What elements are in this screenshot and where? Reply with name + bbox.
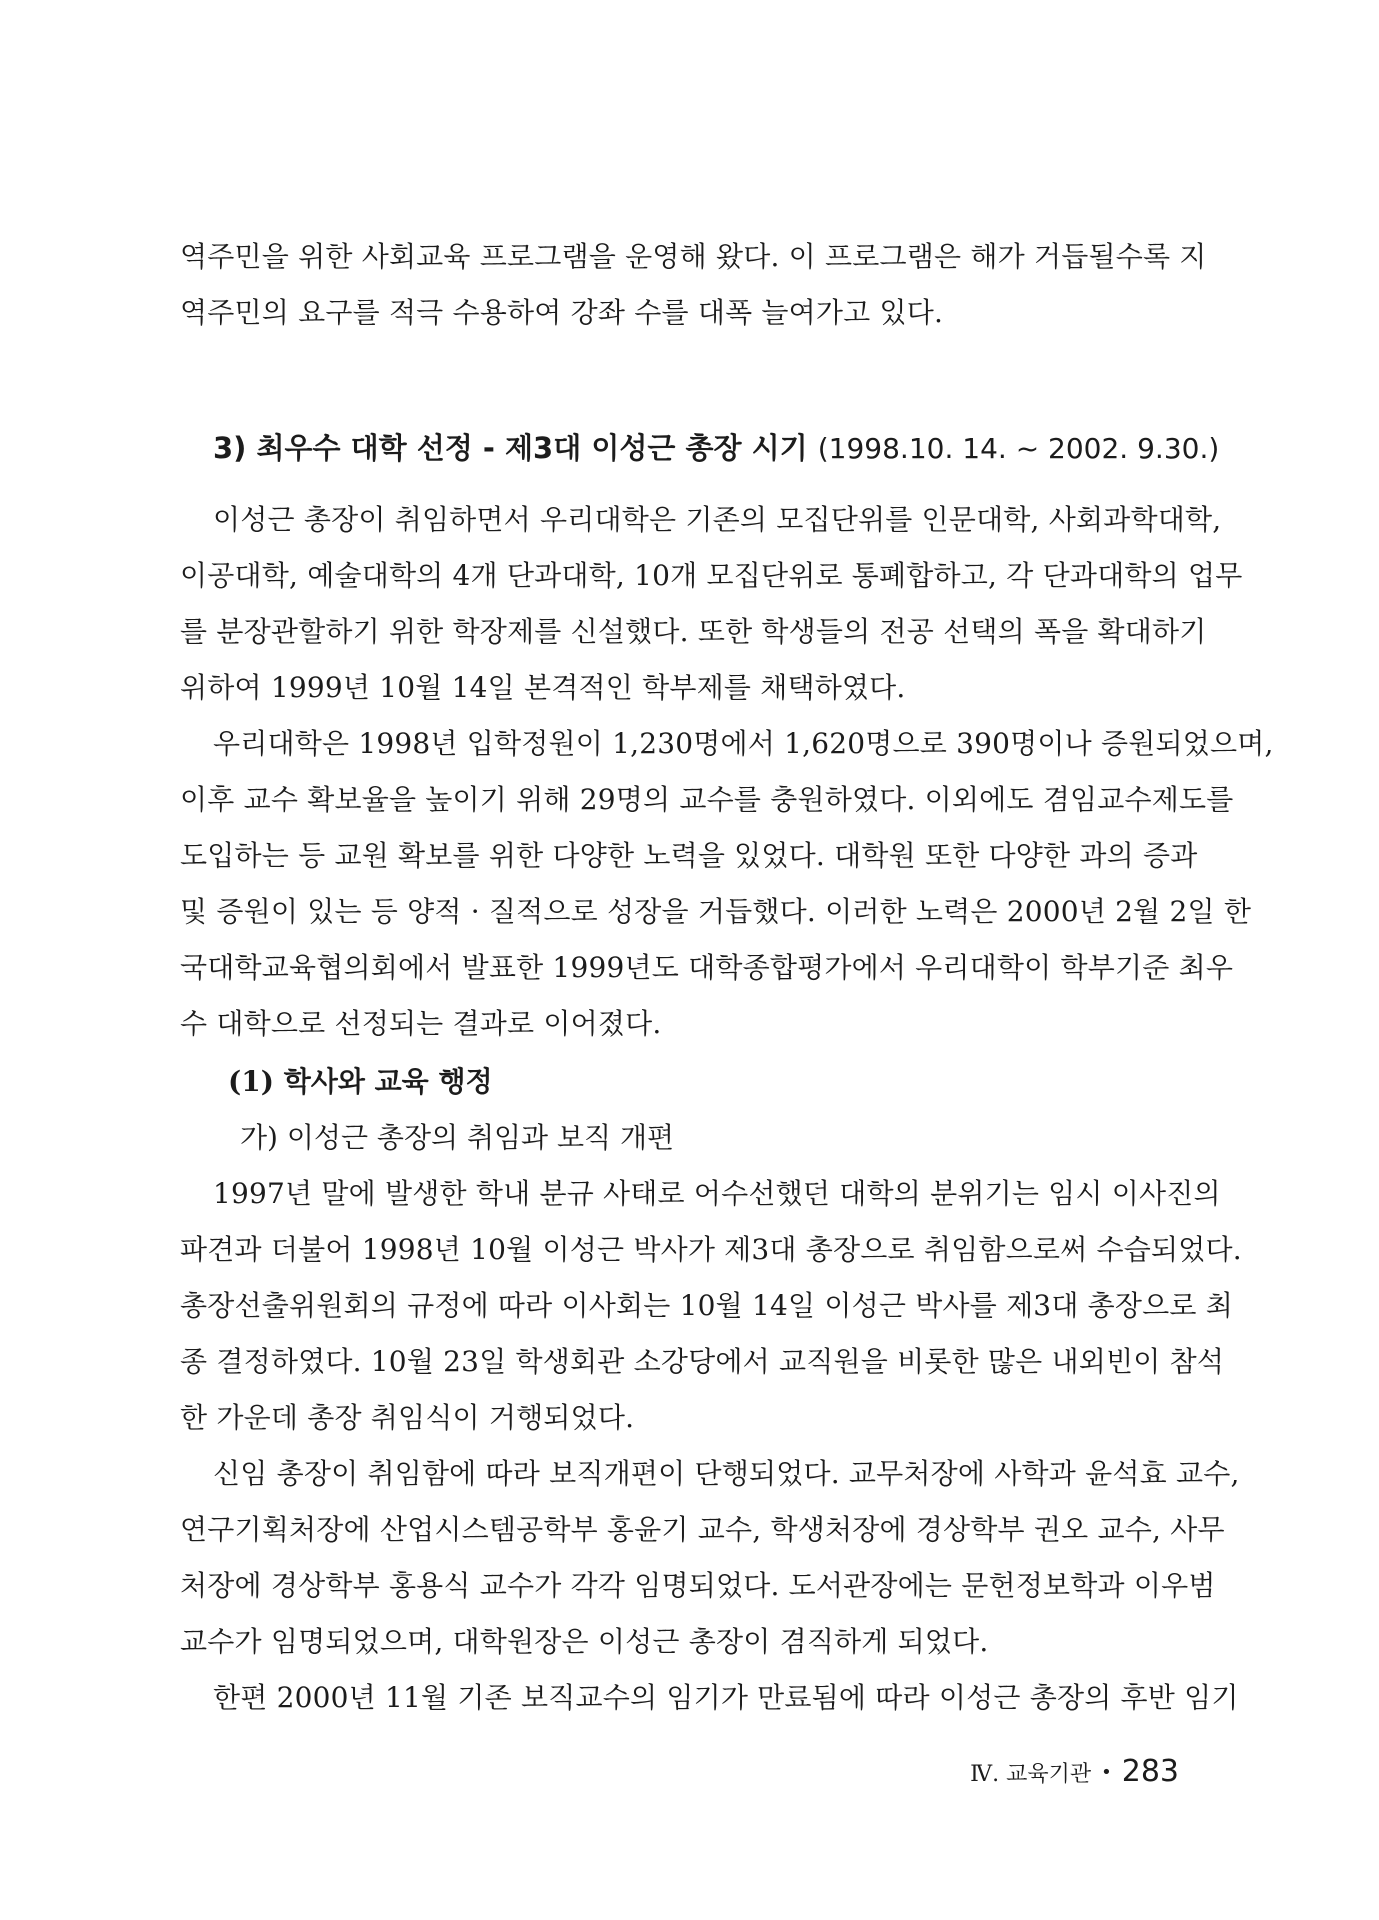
paragraph-3-line-3: 총장선출위원회의 규정에 따라 이사회는 10월 14일 이성근 박사를 제3대 총장으로 최: [180, 1289, 1234, 1322]
intro-paragraph-line-1: 역주민을 위한 사회교육 프로그램을 운영해 왔다. 이 프로그램은 해가 거듭될수록 지: [180, 240, 1207, 273]
footer-chapter-label: Ⅳ. 교육기관: [970, 1762, 1092, 1787]
paragraph-2-line-1: 우리대학은 1998년 입학정원이 1,230명에서 1,620명으로 390명이나 증원되었으며,: [213, 727, 1274, 760]
paragraph-2-line-4: 및 증원이 있는 등 양적 · 질적으로 성장을 거듭했다. 이러한 노력은 2000년 2월 2일 한: [180, 895, 1252, 928]
paragraph-1-line-4: 위하여 1999년 10월 14일 본격적인 학부제를 채택하였다.: [180, 671, 906, 704]
paragraph-1-line-1: 이성근 총장이 취임하면서 우리대학은 기존의 모집단위를 인문대학, 사회과학대학,: [213, 503, 1222, 536]
paragraph-4-line-3: 처장에 경상학부 홍용식 교수가 각각 임명되었다. 도서관장에는 문헌정보학과 이우범: [180, 1569, 1216, 1602]
subsubsection-heading: 가) 이성근 총장의 취임과 보직 개편: [240, 1121, 675, 1154]
page-footer: [970, 1754, 1179, 1789]
section-heading: [213, 426, 1219, 471]
footer-bullet: •: [1101, 1762, 1112, 1783]
paragraph-4-line-1: 신임 총장이 취임함에 따라 보직개편이 단행되었다. 교무처장에 사학과 윤석효 교수,: [213, 1457, 1240, 1490]
paragraph-3-line-2: 파견과 더불어 1998년 10월 이성근 박사가 제3대 총장으로 취임함으로써 수습되었다.: [180, 1233, 1242, 1266]
paragraph-4-line-4: 교수가 임명되었으며, 대학원장은 이성근 총장이 겸직하게 되었다.: [180, 1625, 989, 1658]
paragraph-3-line-4: 종 결정하였다. 10월 23일 학생회관 소강당에서 교직원을 비롯한 많은 내외빈이 참석: [180, 1345, 1225, 1378]
paragraph-2-line-3: 도입하는 등 교원 확보를 위한 다양한 노력을 있었다. 대학원 또한 다양한 과의 증과: [180, 839, 1198, 872]
paragraph-2-line-6: 수 대학으로 선정되는 결과로 이어졌다.: [180, 1007, 662, 1040]
page-number: 283: [1121, 1754, 1179, 1789]
intro-paragraph-line-2: 역주민의 요구를 적극 수용하여 강좌 수를 대폭 늘여가고 있다.: [180, 296, 944, 329]
paragraph-4-line-2: 연구기획처장에 산업시스템공학부 홍윤기 교수, 학생처장에 경상학부 권오 교수, 사무: [180, 1513, 1225, 1546]
paragraph-1-line-3: 를 분장관할하기 위한 학장제를 신설했다. 또한 학생들의 전공 선택의 폭을 확대하기: [180, 615, 1207, 648]
paragraph-5-line-1: 한편 2000년 11월 기존 보직교수의 임기가 만료됨에 따라 이성근 총장의 후반 임기: [213, 1681, 1239, 1714]
subsection-heading: (1) 학사와 교육 행정: [228, 1065, 493, 1098]
paragraph-1-line-2: 이공대학, 예술대학의 4개 단과대학, 10개 모집단위로 통폐합하고, 각 단과대학의 업무: [180, 559, 1243, 592]
paragraph-3-line-5: 한 가운데 총장 취임식이 거행되었다.: [180, 1401, 635, 1434]
paragraph-2-line-5: 국대학교육협의회에서 발표한 1999년도 대학종합평가에서 우리대학이 학부기준 최우: [180, 951, 1234, 984]
section-period: (1998.10. 14. ~ 2002. 9.30.): [817, 432, 1220, 465]
paragraph-2-line-2: 이후 교수 확보율을 높이기 위해 29명의 교수를 충원하였다. 이외에도 겸임교수제도를: [180, 783, 1234, 816]
section-title: 3) 최우수 대학 선정 - 제3대 이성근 총장 시기: [213, 431, 808, 465]
paragraph-3-line-1: 1997년 말에 발생한 학내 분규 사태로 어수선했던 대학의 분위기는 임시 이사진의: [213, 1177, 1221, 1210]
